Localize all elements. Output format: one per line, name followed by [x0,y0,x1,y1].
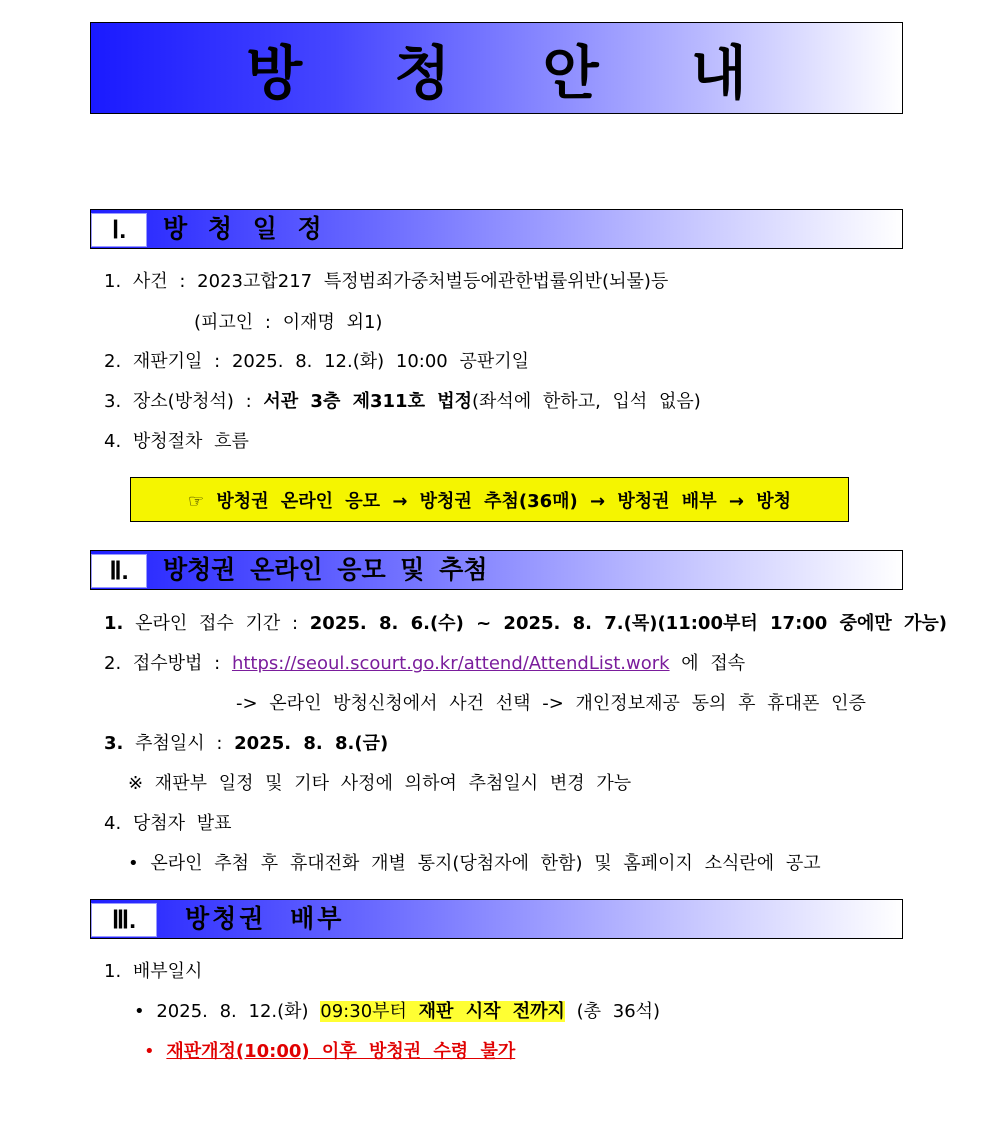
venue-line [104,390,701,414]
application-period-label: 온라인 접수 기간 : [123,613,310,634]
venue-note: (좌석에 한하고, 입석 없음) [472,391,701,412]
procedure-line: 4. 방청절차 흐름 [104,431,249,452]
section-3-number: Ⅲ. [91,903,157,937]
distribution-end: 재판 시작 전까지 [418,1001,565,1022]
item-number: 3. [104,733,124,754]
defendant-line: (피고인 : 이재명 외1) [194,312,383,333]
page-title-banner [90,22,903,114]
section-2-title: 방청권 온라인 응모 및 추첨 [163,555,488,584]
section-3-title: 방청권 배부 [185,904,345,933]
warning-bullet: • [144,1041,155,1062]
application-link[interactable]: https://seoul.scourt.go.kr/attend/AttendList.work [231,653,670,674]
winner-announcement-detail: • 온라인 추첨 후 휴대전화 개별 통지(당첨자에 한함) 및 홈페이지 소식란에 공고 [128,853,821,874]
warning-text: 재판개정(10:00) 이후 방청권 수령 불가 [166,1041,516,1062]
distribution-start: 09:30부터 [320,1001,419,1022]
procedure-flow-text: ☞ 방청권 온라인 응모 → 방청권 추첨(36매) → 방청권 배부 → 방청 [188,490,791,512]
page-title: 방 청 안 내 [246,39,783,107]
application-method-line [104,652,745,676]
warning-line [144,1040,515,1064]
application-method-label: 2. 접수방법 : [104,653,232,674]
distribution-date-line: 1. 배부일시 [104,961,203,982]
section-1-number: Ⅰ. [91,213,147,247]
draw-date-line [104,732,388,756]
section-3-header [90,899,903,939]
venue-label: 3. 장소(방청석) : [104,391,264,412]
draw-date-note: ※ 재판부 일정 및 기타 사정에 의하여 추첨일시 변경 가능 [128,773,632,794]
item-number: 1. [104,613,124,634]
case-line: 1. 사건 : 2023고합217 특정범죄가중처벌등에관한법률위반(뇌물)등 [104,271,669,292]
draw-date-label: 추첨일시 : [123,733,235,754]
application-period-value: 2025. 8. 6.(수) ~ 2025. 8. 7.(목)(11:00부터 17:00 중에만 가능) [309,613,948,634]
winner-announcement-line: 4. 당첨자 발표 [104,813,232,834]
trial-date-line: 2. 재판기일 : 2025. 8. 12.(화) 10:00 공판기일 [104,351,530,372]
application-steps-line: -> 온라인 방청신청에서 사건 선택 -> 개인정보제공 동의 후 휴대폰 인증 [236,693,866,714]
distribution-date: • 2025. 8. 12.(화) [134,1001,321,1022]
section-1-title: 방 청 일 정 [163,214,328,243]
distribution-time-line [134,1000,660,1024]
section-2-header [90,550,903,590]
application-period-line [104,612,947,636]
application-method-suffix: 에 접속 [669,653,746,674]
section-1-header [90,209,903,249]
distribution-seats: (총 36석) [564,1001,661,1022]
section-2-number: Ⅱ. [91,554,147,588]
draw-date-value: 2025. 8. 8.(금) [234,733,389,754]
procedure-flow-box [130,477,849,522]
venue-room: 서관 3층 제311호 법정 [263,391,473,412]
